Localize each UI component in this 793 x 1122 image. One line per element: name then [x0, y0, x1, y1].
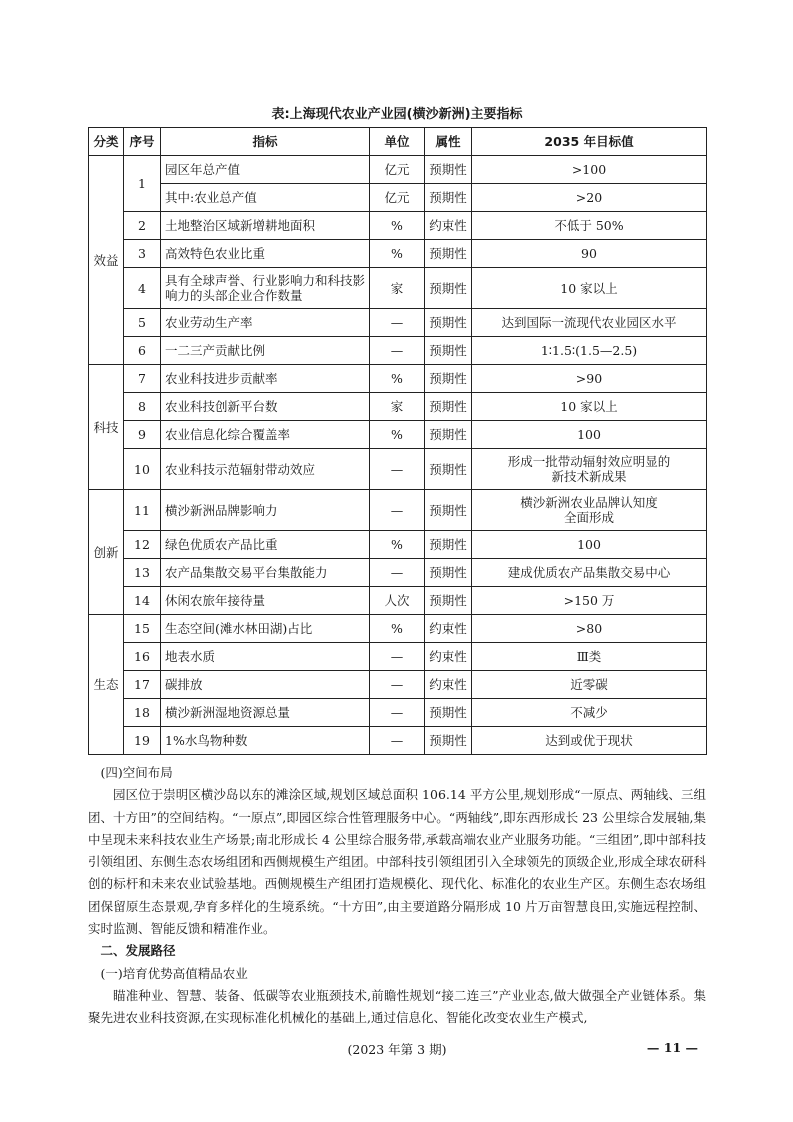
indicator-name: 生态空间(滩水林田湖)占比 — [161, 615, 370, 643]
category-cell: 效益 — [89, 156, 124, 365]
indicator-name: 1%水鸟物种数 — [161, 727, 370, 755]
target-value: 不低于 50% — [472, 212, 707, 240]
header-category: 分类 — [89, 128, 124, 156]
attribute: 预期性 — [425, 184, 472, 212]
attribute: 预期性 — [425, 490, 472, 531]
target-value: >20 — [472, 184, 707, 212]
unit: — — [370, 449, 425, 490]
row-number: 11 — [124, 490, 161, 531]
attribute: 预期性 — [425, 587, 472, 615]
table-row — [89, 309, 707, 337]
target-value: 100 — [472, 421, 707, 449]
unit: 家 — [370, 268, 425, 309]
indicator-name: 碳排放 — [161, 671, 370, 699]
table-row — [89, 268, 707, 309]
target-value: 近零碳 — [472, 671, 707, 699]
unit: % — [370, 615, 425, 643]
unit: — — [370, 699, 425, 727]
indicator-name: 一二三产贡献比例 — [161, 337, 370, 365]
indicator-name: 地表水质 — [161, 643, 370, 671]
target-value: 横沙新洲农业品牌认知度全面形成 — [472, 490, 707, 531]
unit: — — [370, 643, 425, 671]
unit: 亿元 — [370, 184, 425, 212]
indicator-name: 其中:农业总产值 — [161, 184, 370, 212]
row-number: 4 — [124, 268, 161, 309]
attribute: 预期性 — [425, 531, 472, 559]
page-footer — [88, 1040, 706, 1060]
header-number: 序号 — [124, 128, 161, 156]
attribute: 约束性 — [425, 615, 472, 643]
indicator-name: 高效特色农业比重 — [161, 240, 370, 268]
indicator-name: 农业科技创新平台数 — [161, 393, 370, 421]
unit: — — [370, 490, 425, 531]
table-row — [89, 531, 707, 559]
indicator-name: 农业信息化综合覆盖率 — [161, 421, 370, 449]
attribute: 预期性 — [425, 727, 472, 755]
unit: — — [370, 309, 425, 337]
indicator-table — [88, 127, 707, 755]
header-target: 2035 年目标值 — [472, 128, 707, 156]
attribute: 预期性 — [425, 365, 472, 393]
row-number: 17 — [124, 671, 161, 699]
target-value: >150 万 — [472, 587, 707, 615]
target-value: 达到或优于现状 — [472, 727, 707, 755]
issue-label: (2023 年第 3 期) — [347, 1042, 447, 1057]
row-number: 8 — [124, 393, 161, 421]
table-row — [89, 337, 707, 365]
attribute: 预期性 — [425, 449, 472, 490]
row-number: 6 — [124, 337, 161, 365]
unit: 家 — [370, 393, 425, 421]
row-number: 10 — [124, 449, 161, 490]
row-number: 13 — [124, 559, 161, 587]
attribute: 预期性 — [425, 559, 472, 587]
indicator-name: 土地整治区域新增耕地面积 — [161, 212, 370, 240]
target-value: Ⅲ类 — [472, 643, 707, 671]
attribute: 预期性 — [425, 156, 472, 184]
attribute: 约束性 — [425, 643, 472, 671]
table-row — [89, 615, 707, 643]
table-row — [89, 699, 707, 727]
unit: % — [370, 212, 425, 240]
target-value: >90 — [472, 365, 707, 393]
indicator-name: 农业科技示范辐射带动效应 — [161, 449, 370, 490]
target-value: 10 家以上 — [472, 393, 707, 421]
attribute: 约束性 — [425, 671, 472, 699]
indicator-name: 绿色优质农产品比重 — [161, 531, 370, 559]
table-row — [89, 212, 707, 240]
table-row — [89, 156, 707, 184]
target-value: >80 — [472, 615, 707, 643]
category-cell: 创新 — [89, 490, 124, 615]
table-row — [89, 184, 707, 212]
table-row — [89, 449, 707, 490]
row-number: 3 — [124, 240, 161, 268]
table-title: 表:上海现代农业产业园(横沙新洲)主要指标 — [271, 107, 523, 122]
row-number: 19 — [124, 727, 161, 755]
attribute: 预期性 — [425, 337, 472, 365]
unit: % — [370, 365, 425, 393]
target-value: 100 — [472, 531, 707, 559]
unit: — — [370, 671, 425, 699]
target-value: 建成优质农产品集散交易中心 — [472, 559, 707, 587]
attribute: 预期性 — [425, 421, 472, 449]
table-row — [89, 643, 707, 671]
target-value: 形成一批带动辐射效应明显的新技术新成果 — [472, 449, 707, 490]
unit: — — [370, 559, 425, 587]
header-indicator: 指标 — [161, 128, 370, 156]
indicator-name: 休闲农旅年接待量 — [161, 587, 370, 615]
indicator-name: 具有全球声誉、行业影响力和科技影响力的头部企业合作数量 — [161, 268, 370, 309]
target-value: 90 — [472, 240, 707, 268]
target-value: 1∶1.5∶(1.5—2.5) — [472, 337, 707, 365]
header-attribute: 属性 — [425, 128, 472, 156]
row-number: 16 — [124, 643, 161, 671]
indicator-name: 农产品集散交易平台集散能力 — [161, 559, 370, 587]
unit: 亿元 — [370, 156, 425, 184]
attribute: 约束性 — [425, 212, 472, 240]
attribute: 预期性 — [425, 268, 472, 309]
target-value: 不减少 — [472, 699, 707, 727]
table-row — [89, 671, 707, 699]
category-cell: 生态 — [89, 615, 124, 755]
table-row — [89, 365, 707, 393]
row-number: 9 — [124, 421, 161, 449]
category-cell: 科技 — [89, 365, 124, 490]
section-heading-high-value-agriculture: (一)培育优势高值精品农业 — [100, 965, 248, 981]
section-heading-development-path: 二、发展路径 — [100, 943, 176, 959]
indicator-name: 横沙新洲湿地资源总量 — [161, 699, 370, 727]
table-row — [89, 240, 707, 268]
body-text — [88, 762, 706, 1030]
section-heading-spatial-layout: (四)空间布局 — [100, 765, 173, 780]
target-value: 达到国际一流现代农业园区水平 — [472, 309, 707, 337]
unit: — — [370, 337, 425, 365]
attribute: 预期性 — [425, 393, 472, 421]
row-number: 12 — [124, 531, 161, 559]
row-number: 14 — [124, 587, 161, 615]
attribute: 预期性 — [425, 240, 472, 268]
unit: % — [370, 421, 425, 449]
table-row — [89, 490, 707, 531]
indicator-name: 横沙新洲品牌影响力 — [161, 490, 370, 531]
indicator-name: 园区年总产值 — [161, 156, 370, 184]
page-number: — 11 — — [646, 1040, 698, 1055]
table-row — [89, 421, 707, 449]
attribute: 预期性 — [425, 309, 472, 337]
row-number: 15 — [124, 615, 161, 643]
unit: — — [370, 727, 425, 755]
table-row — [89, 393, 707, 421]
attribute: 预期性 — [425, 699, 472, 727]
paragraph-development-path: 瞄准种业、智慧、装备、低碳等农业瓶颈技术,前瞻性规划“接二连三”产业业态,做大做强全产业链体系。集聚先进农业科技资源,在实现标准化机械化的基础上,通过信息化、智能化改变农业生产模式, — [88, 987, 706, 1026]
table-header-row — [89, 128, 707, 156]
row-number: 1 — [124, 156, 161, 212]
unit: % — [370, 240, 425, 268]
table-row — [89, 727, 707, 755]
header-unit: 单位 — [370, 128, 425, 156]
row-number: 7 — [124, 365, 161, 393]
indicator-name: 农业科技进步贡献率 — [161, 365, 370, 393]
table-row — [89, 587, 707, 615]
unit: % — [370, 531, 425, 559]
row-number: 2 — [124, 212, 161, 240]
paragraph-spatial-layout: 园区位于崇明区横沙岛以东的滩涂区域,规划区域总面积 106.14 平方公里,规划形成“一原点、两轴线、三组团、十方田”的空间结构。“一原点”,即园区综合性管理服务中心。“两轴线”,即东西形成长 23 公里综合发展轴,集中呈现未来科技农业生产场景;南北形成长 4 公里综合服务带,承载高端农业产业服务功能。“三组团”,即中部科技引领组团、东侧生态农场组团和西侧规模生产组团。中部科技引领组团引入全球领先的顶级企业,形成全球农研科创的标杆和未来农业试验基地。西侧规模生产组团打造规模化、现代化、标准化的农业生产区。东侧生态农场组团保留原生态景观,孕育多样化的生境系统。“十方田”,由主要道路分隔形成 10 片万亩智慧良田,实施远程控制、实时监测、智能反馈和精准作业。 — [88, 787, 706, 937]
unit: 人次 — [370, 587, 425, 615]
indicator-name: 农业劳动生产率 — [161, 309, 370, 337]
target-value: 10 家以上 — [472, 268, 707, 309]
table-row — [89, 559, 707, 587]
row-number: 18 — [124, 699, 161, 727]
target-value: >100 — [472, 156, 707, 184]
row-number: 5 — [124, 309, 161, 337]
